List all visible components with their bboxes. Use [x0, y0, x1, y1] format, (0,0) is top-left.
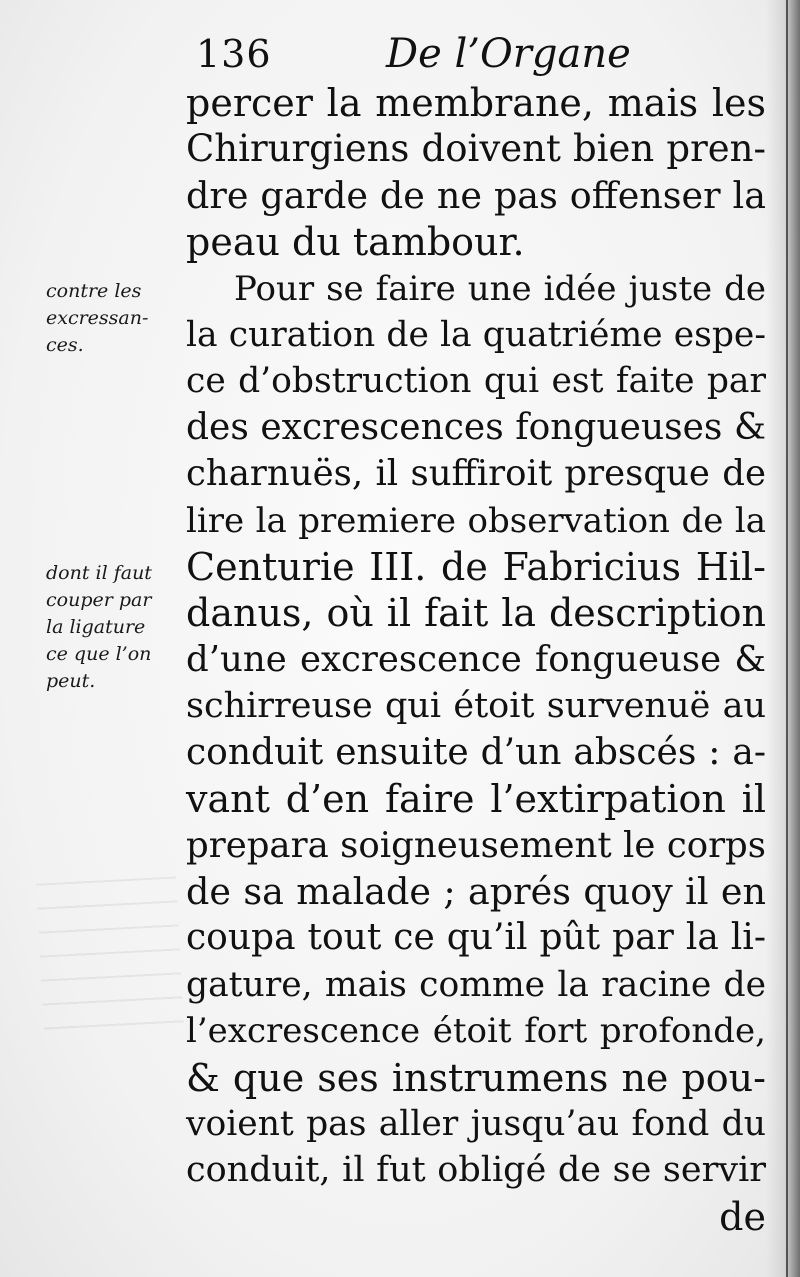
text-line: conduit, il fut obligé de se servir [186, 1150, 766, 1191]
text-line: Chirurgiens doivent bien pren- [186, 127, 766, 171]
text-line: des excrescences fongueuses & [186, 406, 766, 448]
text-line: la curation de la quatriéme espe- [186, 315, 766, 356]
page-number: 136 [196, 32, 272, 76]
text-line: danus, où il fait la description [186, 591, 766, 636]
margin-note-line: contre les [46, 280, 142, 302]
page-edge-line [786, 0, 788, 1277]
text-line: dre garde de ne pas offenser la [186, 173, 766, 217]
paragraph-start-line: Pour se faire une idée juste de [234, 268, 766, 309]
text-line: de sa malade ; aprés quoy il en [186, 869, 766, 913]
text-line: charnuës, il suffiroit presque de [186, 453, 766, 495]
page-gutter-shadow [766, 0, 800, 1277]
text-line: peau du tambour. [186, 220, 525, 265]
catchword: de [719, 1194, 766, 1239]
body-text [186, 80, 766, 1240]
text-line: coupa tout ce qu’il pût par la li- [186, 917, 766, 959]
margin-note-2 [46, 560, 186, 695]
text-line: d’une excrescence fongueuse & [186, 638, 766, 680]
text-line: percer la membrane, mais les [186, 81, 766, 125]
text-line: gature, mais comme la racine de [186, 964, 766, 1005]
text-line: Centurie III. de Fabricius Hil- [186, 545, 766, 590]
margin-note-line: ce que l’on [46, 643, 152, 665]
page-header [196, 26, 756, 82]
text-line: lire la premiere observation de la [186, 500, 766, 541]
text-line: vant d’en faire l’extirpation il [186, 777, 766, 822]
text-line: prepara soigneusement le corps [186, 824, 766, 866]
margin-note-line: peut. [46, 670, 96, 692]
margin-note-1 [46, 278, 186, 359]
margin-note-line: excressan- [46, 307, 149, 329]
text-line: conduit ensuite d’un abscés : a- [186, 731, 766, 773]
margin-note-line: ces. [46, 334, 84, 356]
text-line: schirreuse qui étoit survenuë au [186, 686, 766, 727]
text-line: ce d’obstruction qui est faite par [186, 361, 766, 402]
running-title: De l’Organe [386, 31, 631, 77]
margin-note-line: dont il faut [46, 562, 152, 584]
text-line: voient pas aller jusqu’au fond du [186, 1103, 766, 1144]
text-line: & que ses instrumens ne pou- [186, 1055, 766, 1100]
bleed-through-shadow [36, 876, 184, 1033]
margin-note-line: couper par [46, 589, 152, 611]
text-line: l’excrescence étoit fort profonde, [186, 1011, 766, 1052]
margin-note-line: la ligature [46, 616, 146, 638]
